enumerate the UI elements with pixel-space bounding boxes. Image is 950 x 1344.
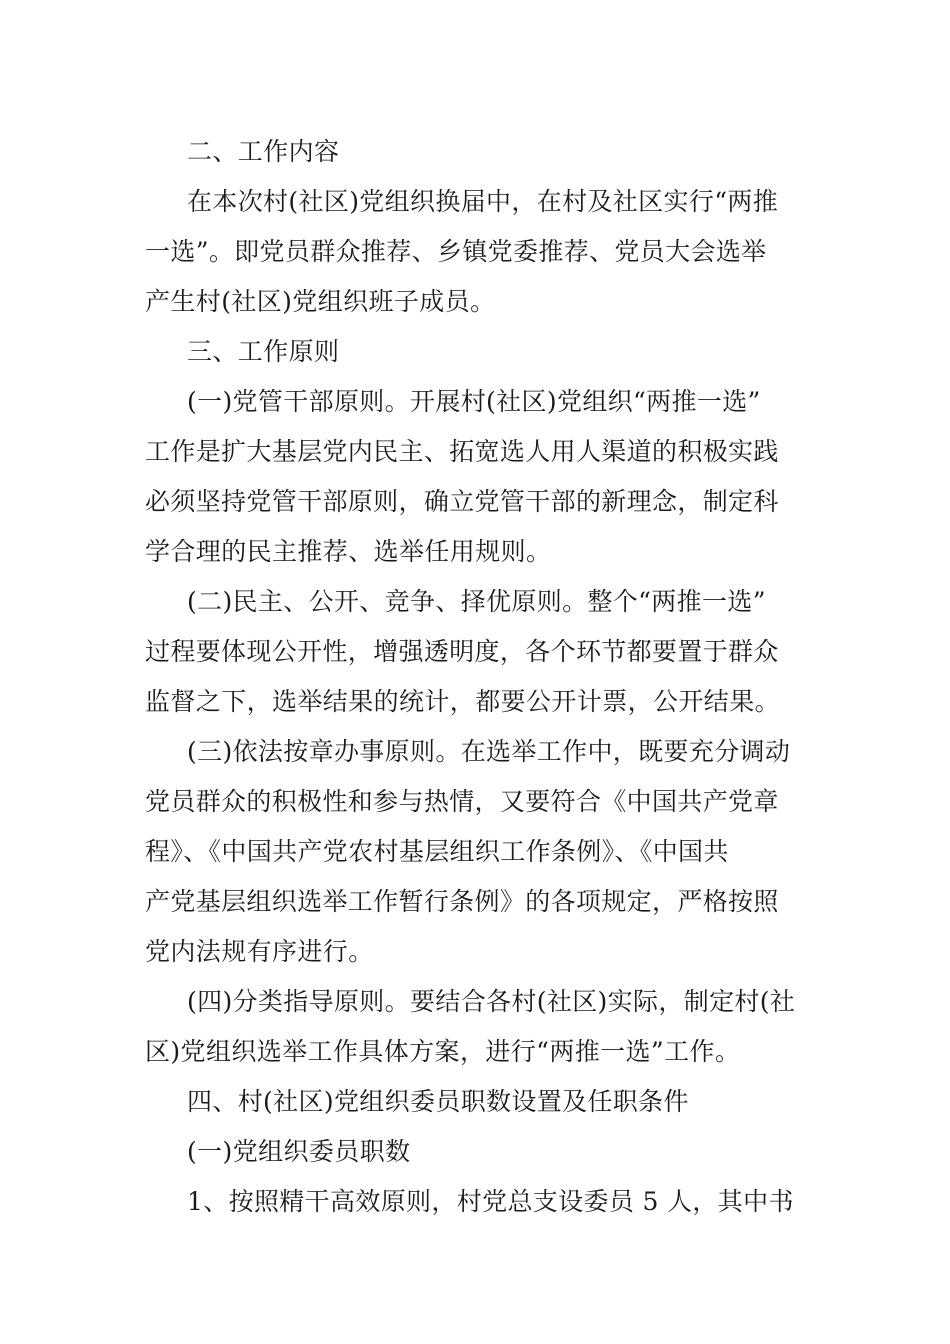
heading-work-content: 二、工作内容 xyxy=(187,137,340,166)
paragraph-line: 程》、《中国共产党农村基层组织工作条例》、《中国共 xyxy=(145,837,729,866)
paragraph-line: (一)党管干部原则。开展村(社区)党组织“两推一选” xyxy=(187,387,761,416)
paragraph-line: 区)党组织选举工作具体方案，进行“两推一选”工作。 xyxy=(145,1037,741,1066)
paragraph-line: 必须坚持党管干部原则，确立党管干部的新理念，制定科 xyxy=(145,487,779,516)
paragraph-line: (四)分类指导原则。要结合各村(社区)实际，制定村(社 xyxy=(187,987,796,1016)
paragraph-line: (三)依法按章办事原则。在选举工作中，既要充分调动 xyxy=(187,737,791,766)
paragraph-line: 过程要体现公开性，增强透明度，各个环节都要置于群众 xyxy=(145,637,779,666)
paragraph-line: 党内法规有序进行。 xyxy=(145,937,374,966)
paragraph-line: 党员群众的积极性和参与热情，又要符合《中国共产党章 xyxy=(145,787,779,816)
heading-work-principles: 三、工作原则 xyxy=(187,337,340,366)
paragraph-line: 一选”。即党员群众推荐、乡镇党委推荐、党员大会选举 xyxy=(145,237,767,266)
subheading-committee-count: (一)党组织委员职数 xyxy=(187,1137,411,1166)
paragraph-line: 产党基层组织选举工作暂行条例》的各项规定，严格按照 xyxy=(145,887,779,916)
paragraph-line: 学合理的民主推荐、选举任用规则。 xyxy=(145,537,552,566)
paragraph-line: (二)民主、公开、竞争、择优原则。整个“两推一选” xyxy=(187,587,766,616)
paragraph-line: 产生村(社区)党组织班子成员。 xyxy=(145,287,496,316)
document-body xyxy=(145,127,809,1227)
heading-committee-setup: 四、村(社区)党组织委员职数设置及任职条件 xyxy=(187,1087,689,1116)
paragraph-line: 监督之下，选举结果的统计，都要公开计票，公开结果。 xyxy=(145,687,781,716)
paragraph-line: 工作是扩大基层党内民主、拓宽选人用人渠道的积极实践 xyxy=(145,437,779,466)
paragraph-line: 1、按照精干高效原则，村党总支设委员 5 人，其中书 xyxy=(187,1187,794,1216)
paragraph-line: 在本次村(社区)党组织换届中，在村及社区实行“两推 xyxy=(187,187,779,216)
